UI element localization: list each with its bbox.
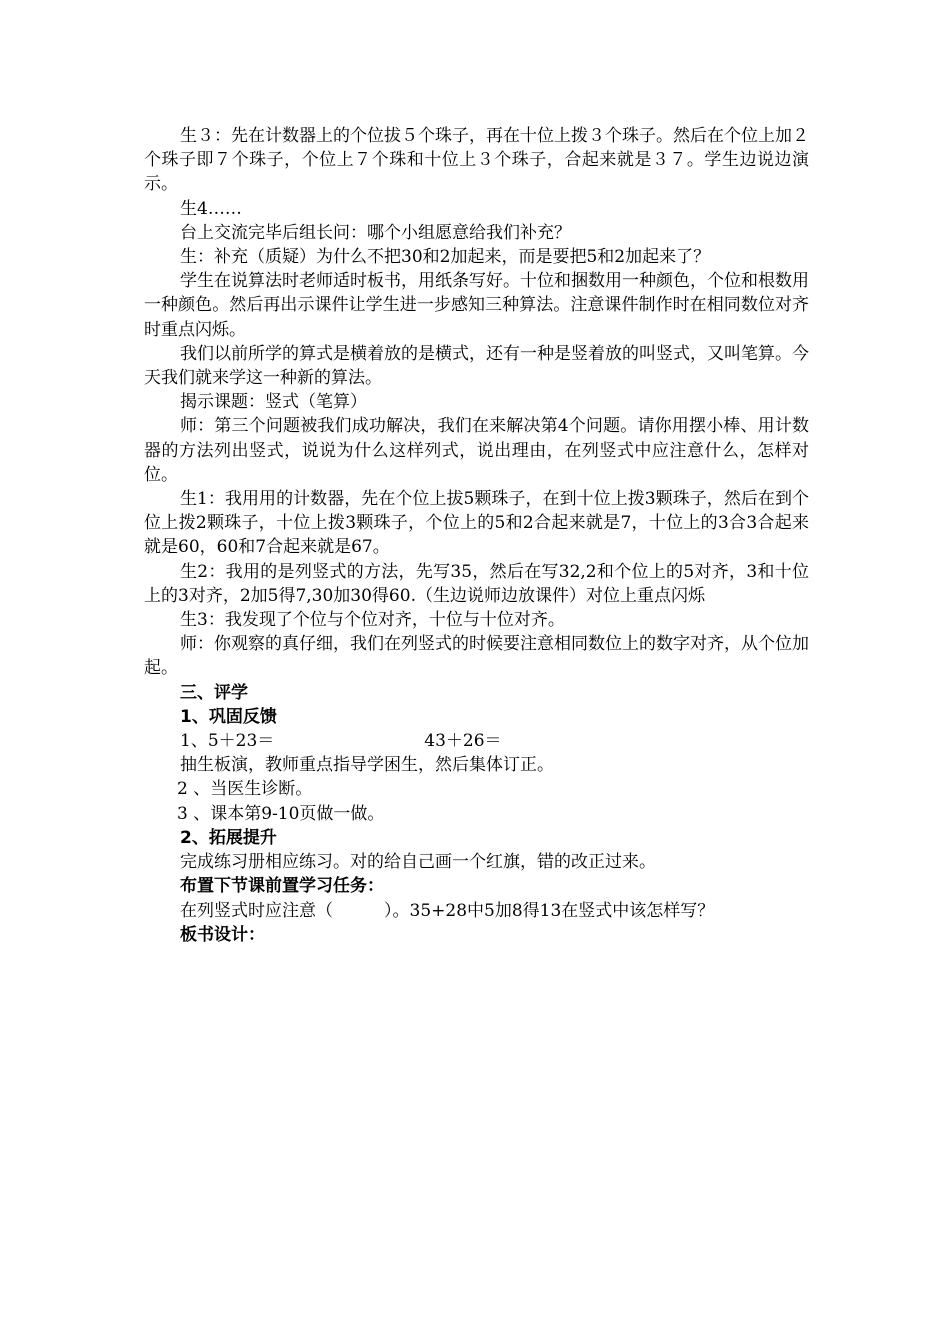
paragraph-8: 师：第三个问题被我们成功解决，我们在来解决第4个问题。请你用摆小棒、用计数器的方法列出竖式，说说为什么这样列式，说出理由，在列竖式中应注意什么，怎样对位。 bbox=[144, 416, 809, 485]
exercise-left: 1、5＋23＝ bbox=[180, 731, 275, 752]
preview-task-text: 在列竖式时应注意（ ）。35+28中5加8得13在竖式中该怎样写？ bbox=[180, 900, 715, 921]
subheading-consolidate: 1、巩固反馈 bbox=[180, 706, 277, 727]
paragraph-2: 生4…… bbox=[180, 198, 242, 219]
exercise-item-2: 2 、当医生诊断。 bbox=[177, 779, 313, 800]
exercise-item-3: 3 、课本第9-10页做一做。 bbox=[177, 803, 385, 824]
board-design-heading: 板书设计： bbox=[180, 924, 265, 945]
paragraph-12: 师：你观察的真仔细，我们在列竖式的时候要注意相同数位上的数字对齐，从个位加起。 bbox=[144, 634, 809, 679]
paragraph-3: 台上交流完毕后组长问：哪个小组愿意给我们补充？ bbox=[180, 222, 571, 243]
paragraph-10: 生2：我用的是列竖式的方法，先写35，然后在写32,2和个位上的5对齐，3和十位上的3对齐，2加5得7,30加30得60.（生边说师边放课件）对位上重点闪烁 bbox=[144, 561, 809, 606]
paragraph-9: 生1：我用用的计数器，先在个位上拔5颗珠子，在到十位上拨3颗珠子，然后在到个位上拨2颗珠子，十位上拨3颗珠子，个位上的5和2合起来就是7，十位上的3合3合起来就是60，60和7合起来就是67。 bbox=[144, 489, 809, 558]
subheading-extension: 2、拓展提升 bbox=[180, 827, 277, 848]
paragraph-1: 生３：先在计数器上的个位拔５个珠子，再在十位上拨３个珠子。然后在个位上加２个珠子即７个珠子，个位上７个珠和十位上３个珠子，合起来就是３７。学生边说边演示。 bbox=[144, 126, 809, 195]
paragraph-7: 揭示课题：竖式（笔算） bbox=[180, 392, 367, 413]
paragraph-4: 生：补充（质疑）为什么不把30和2加起来，而是要把5和2加起来了？ bbox=[180, 247, 711, 268]
preview-task-heading: 布置下节课前置学习任务： bbox=[180, 876, 384, 897]
exercise-right: 43＋26＝ bbox=[424, 731, 502, 752]
document-page bbox=[144, 124, 809, 947]
paragraph-6: 我们以前所学的算式是横着放的是横式，还有一种是竖着放的叫竖式，又叫笔算。今天我们就来学这一种新的算法。 bbox=[144, 343, 809, 389]
paragraph-11: 生3：我发现了个位与个位对齐，十位与十位对齐。 bbox=[180, 610, 565, 631]
exercise-note: 抽生板演，教师重点指导学困生，然后集体订正。 bbox=[180, 755, 554, 776]
section-heading-evaluate: 三、评学 bbox=[180, 682, 248, 703]
paragraph-5: 学生在说算法时老师适时板书，用纸条写好。十位和捆数用一种颜色，个位和根数用一种颜色。然后再出示课件让学生进一步感知三种算法。注意课件制作时在相同数位对齐时重点闪烁。 bbox=[144, 271, 809, 340]
extension-text: 完成练习册相应练习。对的给自己画一个红旗，错的改正过来。 bbox=[180, 852, 656, 873]
exercise-line bbox=[144, 729, 809, 753]
